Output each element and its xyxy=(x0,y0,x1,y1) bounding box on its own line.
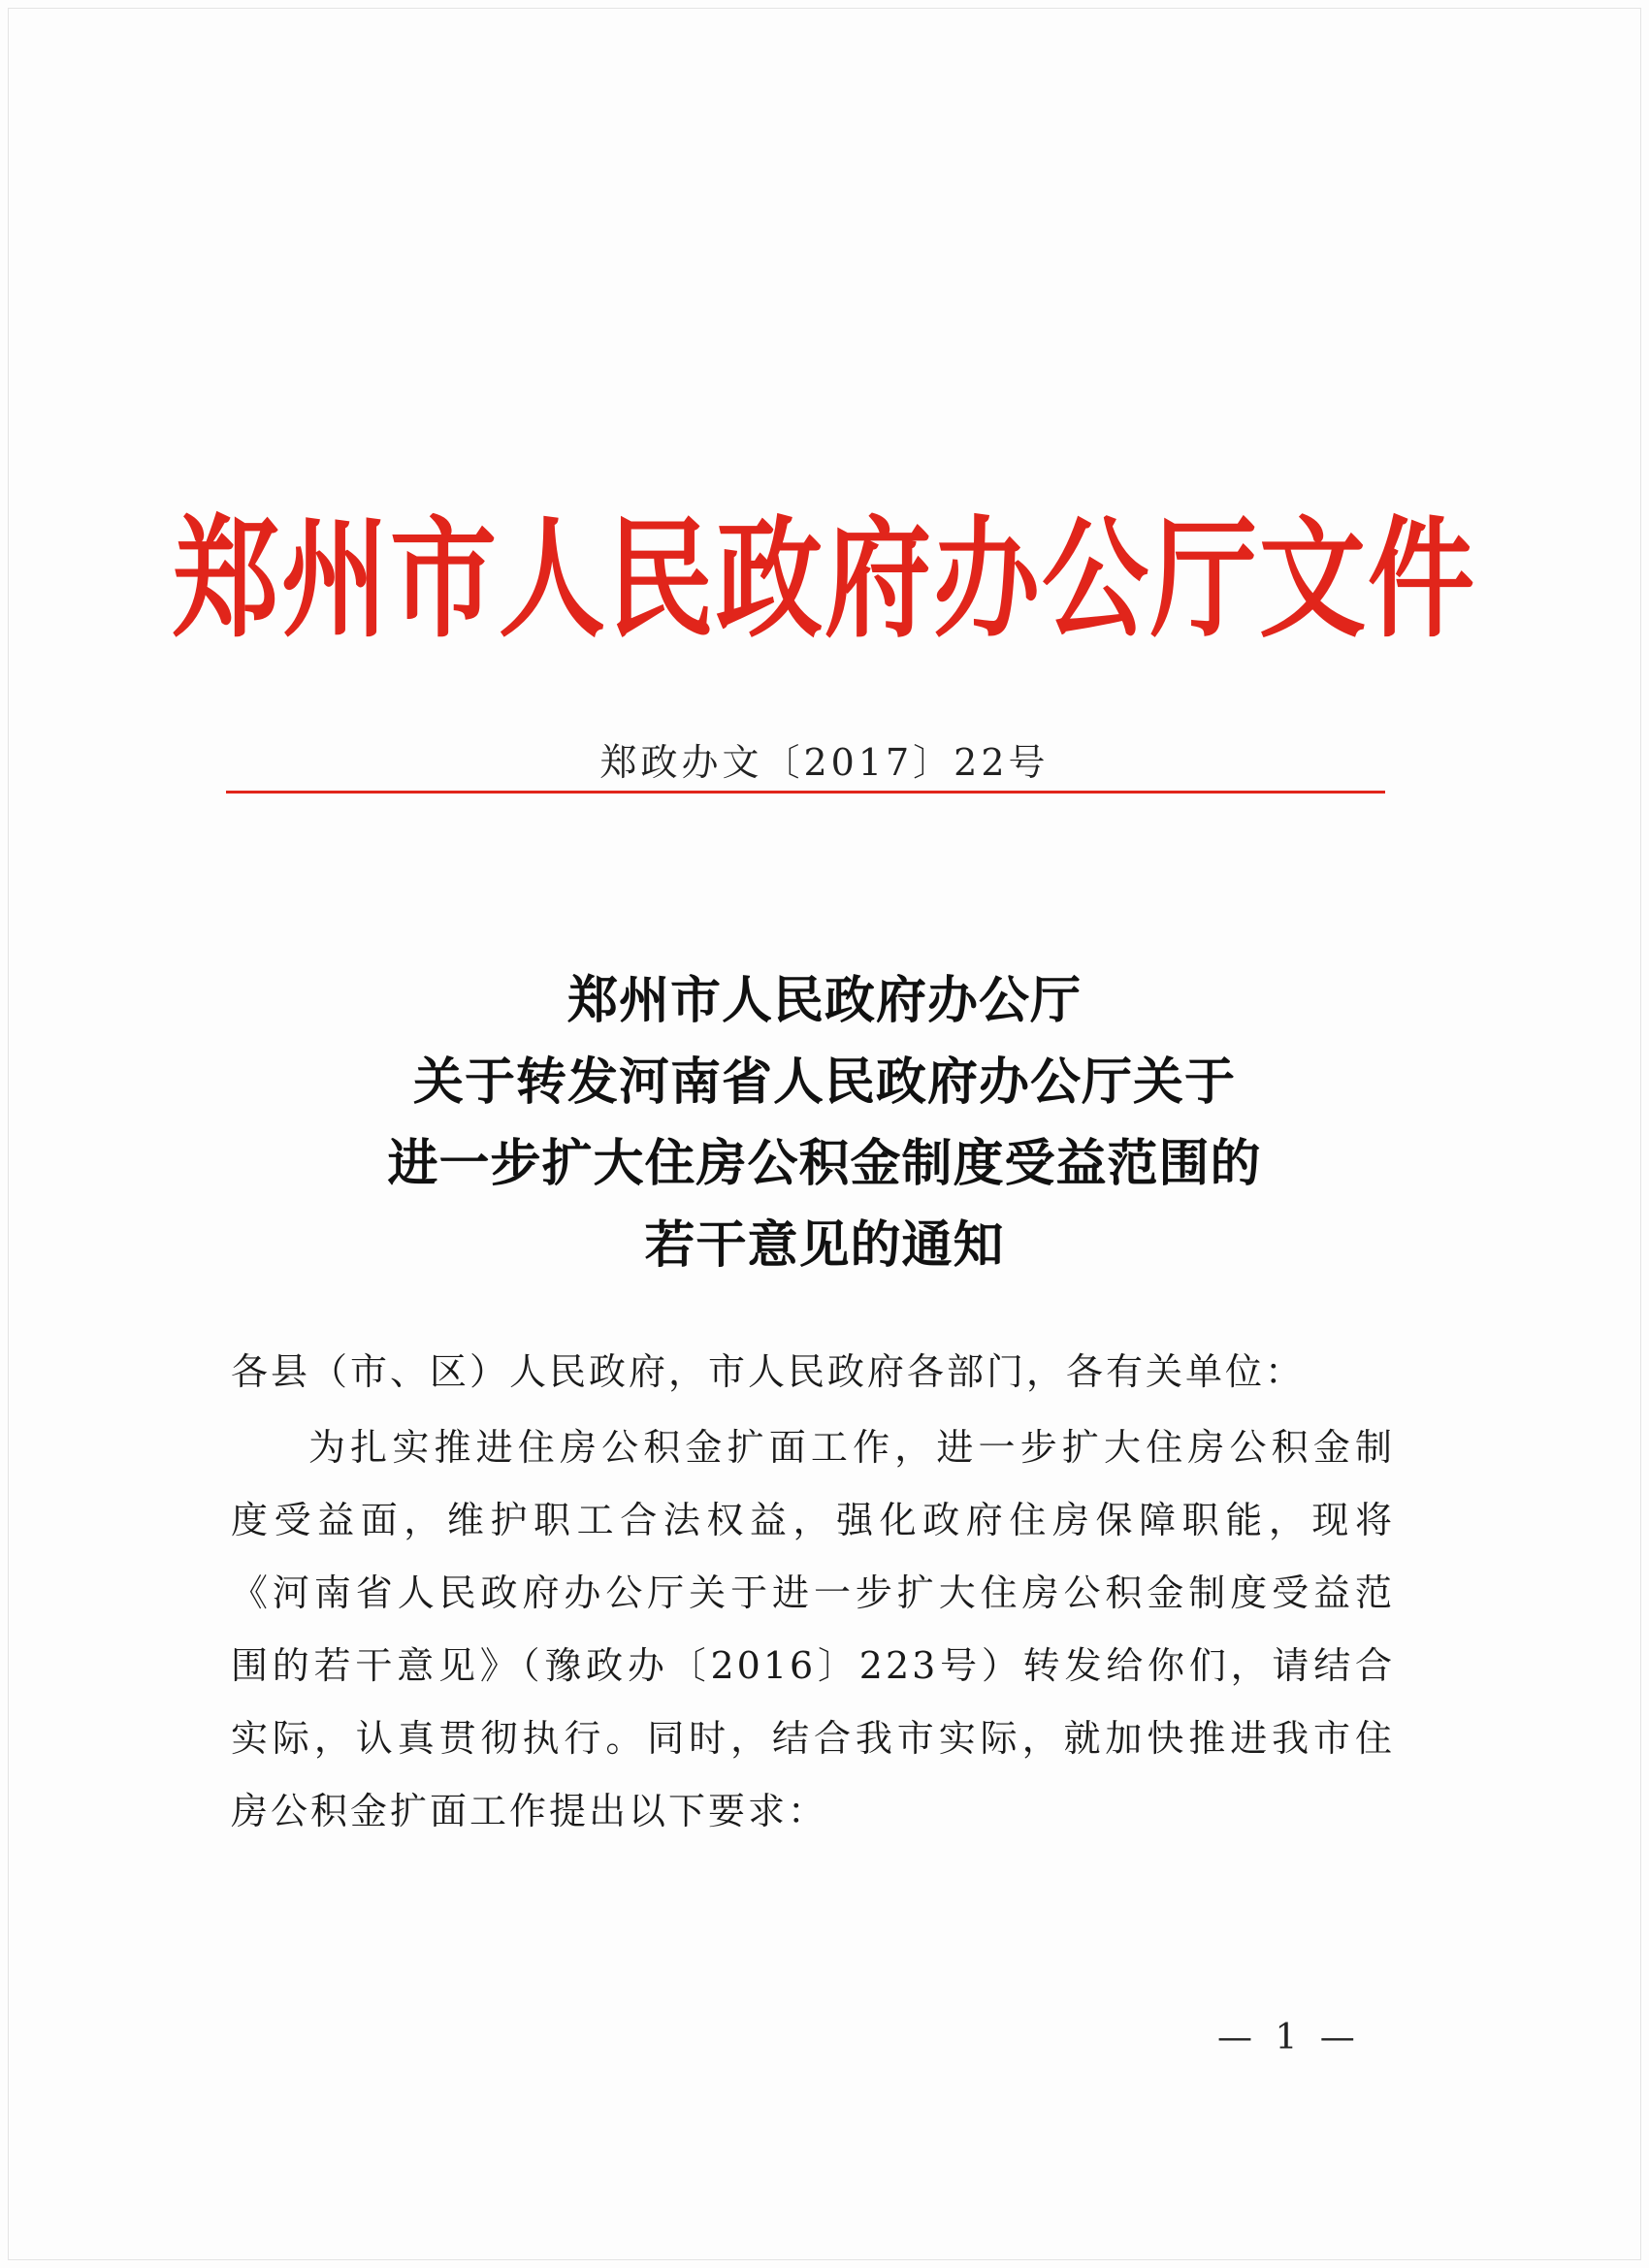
page-number: — 1 — xyxy=(1217,2018,1361,2057)
body-line: 度受益面，维护职工合法权益，强化政府住房保障职能，现将 xyxy=(231,1499,1395,1541)
document-title-line: 关于转发河南省人民政府办公厅关于 xyxy=(412,1053,1236,1112)
document-title-line: 郑州市人民政府办公厅 xyxy=(566,971,1082,1030)
body-line: 围的若干意见》（豫政办〔2016〕223号）转发给你们，请结合 xyxy=(231,1644,1395,1687)
body-line: 房公积金扩面工作提出以下要求： xyxy=(231,1790,828,1832)
body-paragraph xyxy=(231,1411,1395,1848)
document-title-line: 若干意见的通知 xyxy=(644,1215,1005,1275)
document-number: 郑政办文〔2017〕22号 xyxy=(599,741,1050,784)
salutation: 各县（市、区）人民政府，市人民政府各部门，各有关单位： xyxy=(231,1350,1306,1393)
body-line: 《河南省人民政府办公厅关于进一步扩大住房公积金制度受益范 xyxy=(231,1571,1395,1614)
body-line: 实际，认真贯彻执行。同时，结合我市实际，就加快推进我市住 xyxy=(231,1717,1395,1760)
document-title xyxy=(0,960,1649,1286)
document-title-line: 进一步扩大住房公积金制度受益范围的 xyxy=(387,1134,1262,1193)
red-divider-line xyxy=(226,791,1385,794)
body-line: 为扎实推进住房公积金扩面工作，进一步扩大住房公积金制 xyxy=(308,1426,1395,1469)
document-header-title: 郑州市人民政府办公厅文件 xyxy=(173,502,1476,656)
